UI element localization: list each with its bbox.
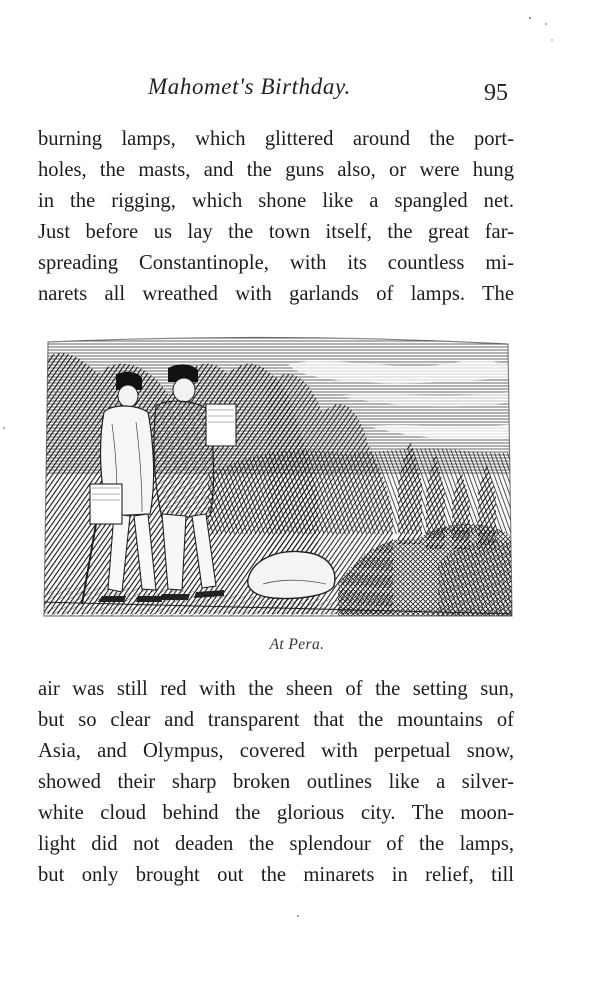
text-line: spreading Constantinople, with its countless mi- bbox=[38, 252, 514, 274]
text-line: narets all wreathed with garlands of lamps. The bbox=[38, 283, 514, 305]
text-line: holes, the masts, and the guns also, or were hung bbox=[38, 159, 514, 181]
paragraph-top bbox=[38, 124, 514, 310]
figure-caption: At Pera. bbox=[269, 636, 325, 653]
text-line: Just before us lay the town itself, the great far- bbox=[38, 221, 514, 243]
text-line: but so clear and transparent that the mountains of bbox=[38, 709, 514, 731]
text-line: showed their sharp broken outlines like a silver- bbox=[38, 771, 514, 793]
running-title: Mahomet's Birthday. bbox=[148, 74, 351, 99]
text-line: white cloud behind the glorious city. The moon- bbox=[38, 802, 514, 824]
engraving-illustration bbox=[38, 334, 516, 624]
page-number: 95 bbox=[484, 80, 508, 106]
text-line: light did not deaden the splendour of the lamps, bbox=[38, 833, 514, 855]
text-line: but only brought out the minarets in relief, till bbox=[38, 864, 514, 886]
running-head bbox=[0, 74, 594, 104]
text-line: burning lamps, which glittered around the port- bbox=[38, 128, 514, 150]
paragraph-bottom bbox=[38, 674, 514, 891]
text-line: Asia, and Olympus, covered with perpetual snow, bbox=[38, 740, 514, 762]
text-line: air was still red with the sheen of the setting sun, bbox=[38, 678, 514, 700]
text-line: in the rigging, which shone like a spangled net. bbox=[38, 190, 514, 212]
